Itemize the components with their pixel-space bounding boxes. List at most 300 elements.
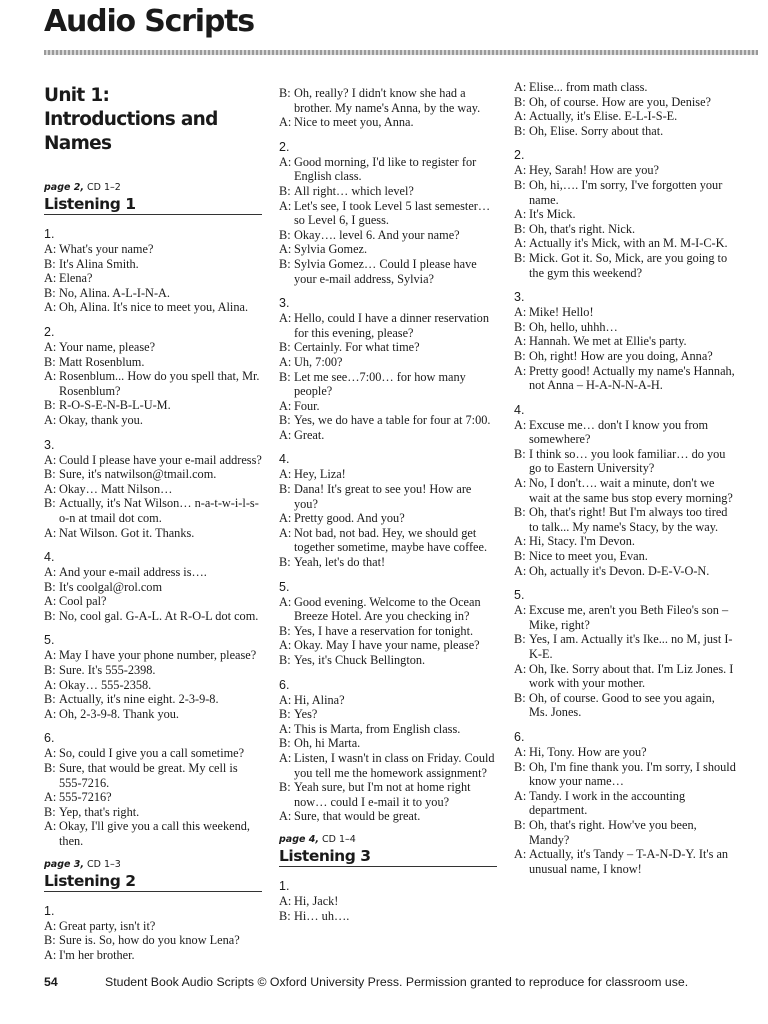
dialogue-line: [44, 355, 262, 370]
dialogue-line: [44, 692, 262, 707]
dialogue-text: Oh, right! How are you doing, Anna?: [529, 348, 713, 363]
conversation: [279, 580, 497, 668]
speaker-label: B:: [279, 369, 291, 384]
conversation: [514, 290, 736, 393]
dialogue-text: Actually, it's Tandy – T-A-N-D-Y. It's an unusual name, I know!: [529, 847, 729, 876]
column-1: [44, 84, 262, 972]
dialogue-line: [44, 819, 262, 848]
column-3-sections: [514, 80, 736, 876]
dialogue-line: [279, 909, 497, 924]
dialogue-text: Nat Wilson. Got it. Thanks.: [59, 525, 195, 540]
dialogue-text: Pretty good. And you?: [294, 511, 405, 526]
dialogue-text: Hi, Tony. How are you?: [529, 744, 647, 759]
speaker-label: A:: [279, 427, 292, 442]
dialogue-line: [44, 271, 262, 286]
speaker-label: A:: [514, 334, 527, 349]
dialogue-line: [279, 707, 497, 722]
dialogue-text: Uh, 7:00?: [294, 354, 343, 369]
dialogue-text: Listen, I wasn't in class on Friday. Could you tell me the homework assignment?: [294, 750, 495, 780]
dialogue-line: [279, 228, 497, 243]
dialogue-line: [44, 242, 262, 257]
speaker-label: B:: [279, 227, 291, 242]
dialogue-line: [279, 428, 497, 443]
speaker-label: A:: [44, 594, 57, 609]
dialogue-text: Oh, of course. How are you, Denise?: [529, 94, 712, 109]
dialogue-line: [514, 534, 736, 549]
dialogue-text: Great party, isn't it?: [59, 918, 156, 933]
speaker-label: A:: [514, 80, 527, 94]
dialogue-text: Sylvia Gomez… Could I please have your e-mail address, Sylvia?: [294, 256, 477, 286]
dialogue-line: [279, 242, 497, 257]
dialogue-line: [279, 555, 497, 570]
speaker-label: A:: [44, 339, 57, 354]
dialogue-line: [279, 751, 497, 780]
dialogue-line: [279, 155, 497, 184]
dialogue-line: [514, 476, 736, 505]
dialogue-text: It's Alina Smith.: [59, 256, 139, 271]
section-page-ref: page 3,: [44, 858, 84, 870]
dialogue-line: [44, 948, 262, 963]
dialogue-line: [514, 207, 736, 222]
speaker-label: A:: [514, 207, 527, 222]
conversation-number: 2.: [514, 148, 525, 163]
dialogue-line: [279, 340, 497, 355]
conversation: [44, 904, 262, 963]
dialogue-line: [44, 496, 262, 525]
dialogue-text: 555-7216?: [59, 790, 112, 805]
dialogue-text: Hi… uh….: [294, 908, 350, 923]
dialogue-line: [514, 178, 736, 207]
dialogue-line: [279, 199, 497, 228]
dialogue-text: Let's see, I took Level 5 last semester… so Level 6, I guess.: [294, 198, 491, 228]
speaker-label: B:: [514, 319, 526, 334]
dialogue-text: Okay… Matt Nilson…: [59, 481, 173, 496]
speaker-label: B:: [279, 413, 291, 428]
dialogue-text: May I have your phone number, please?: [59, 648, 257, 663]
conversation: [44, 325, 262, 428]
dialogue-text: Yes, I have a reservation for tonight.: [294, 623, 474, 638]
speaker-label: A:: [279, 242, 292, 257]
dialogue-text: Mike! Hello!: [529, 305, 594, 320]
conversation-number: 1.: [279, 878, 290, 893]
speaker-label: B:: [44, 608, 56, 623]
speaker-label: B:: [44, 663, 56, 678]
dialogue-line: [514, 305, 736, 320]
speaker-label: A:: [279, 115, 292, 130]
dialogue-line: [279, 511, 497, 526]
dialogue-text: Good evening. Welcome to the Ocean Breeze Hotel. Are you checking in?: [294, 594, 481, 624]
dialogue-text: Okay… 555-2358.: [59, 677, 152, 692]
dialogue-text: Oh, really? I didn't know she had a brother. My name's Anna, by the way.: [294, 86, 481, 115]
dialogue-line: [279, 482, 497, 511]
speaker-label: A:: [44, 412, 57, 427]
dialogue-text: Okay, thank you.: [59, 412, 143, 427]
speaker-label: B:: [44, 467, 56, 482]
speaker-label: B:: [44, 256, 56, 271]
dialogue-text: What's your name?: [59, 242, 154, 256]
dialogue-text: Sure, that would be great. My cell is 555-7216.: [59, 761, 238, 790]
speaker-label: A:: [514, 788, 527, 803]
dialogue-line: [514, 364, 736, 393]
conversation-number: 5.: [514, 588, 525, 603]
dialogue-line: [44, 707, 262, 722]
dialogue-line: [279, 809, 497, 824]
section-title: Listening 1: [44, 194, 262, 215]
dialogue-text: Oh, I'm fine thank you. I'm sorry, I should know your name…: [529, 759, 736, 789]
speaker-label: B:: [514, 94, 526, 109]
dialogue-line: [514, 222, 736, 237]
speaker-label: A:: [279, 594, 292, 609]
dialogue-text: Hi, Alina?: [294, 692, 345, 707]
dialogue-line: [279, 526, 497, 555]
speaker-label: B:: [279, 780, 291, 795]
dialogue-line: [514, 124, 736, 139]
dialogue-text: Oh, 2-3-9-8. Thank you.: [59, 706, 179, 721]
dialogue-line: [514, 236, 736, 251]
speaker-label: A:: [44, 565, 57, 580]
dialogue-line: [279, 736, 497, 751]
speaker-label: B:: [514, 446, 526, 461]
dialogue-line: [44, 467, 262, 482]
dialogue-text: Actually it's Mick, with an M. M-I-C-K.: [529, 236, 728, 251]
conversation-number: 4.: [279, 452, 290, 467]
speaker-label: B:: [514, 123, 526, 138]
dialogue-text: Elena?: [59, 271, 93, 286]
dialogue-line: [279, 184, 497, 199]
conversation-number: 6.: [44, 731, 55, 746]
dialogue-line: [44, 594, 262, 609]
dialogue-line: [514, 447, 736, 476]
dialogue-text: Mick. Got it. So, Mick, are you going to the gym this weekend?: [529, 250, 728, 280]
dialogue-line: [44, 340, 262, 355]
conversation: [514, 80, 736, 138]
dialogue-line: [514, 505, 736, 534]
dialogue-line: [279, 624, 497, 639]
section-page-ref: page 2,: [44, 182, 84, 193]
dialogue-line: [44, 482, 262, 497]
speaker-label: B:: [514, 817, 526, 832]
section-header: [44, 859, 262, 892]
dialogue-line: [44, 580, 262, 595]
speaker-label: B:: [279, 736, 291, 751]
conversation: [279, 86, 497, 130]
dialogue-text: Yep, that's right.: [59, 804, 140, 819]
dialogue-text: Sure. It's 555-2398.: [59, 663, 156, 678]
speaker-label: B:: [279, 707, 291, 722]
speaker-label: A:: [514, 603, 527, 618]
speaker-label: A:: [514, 363, 527, 378]
dialogue-line: [279, 780, 497, 809]
dialogue-text: Sylvia Gomez.: [294, 242, 368, 257]
section-header: [279, 834, 497, 867]
dialogue-line: [514, 847, 736, 876]
dialogue-line: [514, 691, 736, 720]
speaker-label: A:: [44, 918, 57, 933]
dialogue-text: Actually, it's nine eight. 2-3-9-8.: [59, 692, 219, 707]
speaker-label: B:: [279, 623, 291, 638]
footer-page-number: 54: [44, 975, 58, 989]
conversation-number: 5.: [44, 633, 55, 648]
unit-title: Unit 1: Introductions and Names: [44, 85, 218, 154]
speaker-label: A:: [44, 819, 57, 834]
dialogue-line: [44, 257, 262, 272]
dialogue-text: Oh, Ike. Sorry about that. I'm Liz Jones. I work with your mother.: [529, 661, 734, 691]
dialogue-text: Oh, hello, uhhh…: [529, 319, 618, 334]
conversation-number: 6.: [514, 729, 525, 744]
dialogue-line: [514, 418, 736, 447]
conversation: [44, 438, 262, 541]
dialogue-text: Sure, that would be great.: [294, 809, 421, 824]
speaker-label: A:: [44, 677, 57, 692]
conversation: [514, 588, 736, 720]
speaker-label: B:: [279, 653, 291, 667]
dialogue-text: Great.: [294, 427, 325, 442]
conversation-number: 1.: [44, 227, 55, 241]
dialogue-line: [514, 95, 736, 110]
speaker-label: B:: [44, 804, 56, 819]
speaker-label: A:: [44, 525, 57, 540]
speaker-label: A:: [279, 721, 292, 736]
section-cd-ref: CD 1–4: [322, 833, 356, 845]
speaker-label: B:: [279, 555, 291, 570]
dialogue-line: [44, 300, 262, 315]
dialogue-text: Yeah, let's do that!: [294, 555, 386, 570]
conversation: [279, 879, 497, 923]
dialogue-line: [44, 413, 262, 428]
dialogue-text: Actually, it's Elise. E-L-I-S-E.: [529, 109, 678, 124]
speaker-label: B:: [279, 86, 291, 100]
speaker-label: B:: [279, 908, 291, 923]
speaker-label: A:: [279, 809, 292, 824]
dialogue-line: [279, 722, 497, 737]
dialogue-line: [44, 933, 262, 948]
dialogue-line: [279, 86, 497, 115]
speaker-label: B:: [44, 354, 56, 369]
dialogue-line: [514, 334, 736, 349]
speaker-label: B:: [44, 761, 56, 776]
speaker-label: B:: [514, 632, 526, 647]
section-cd-ref: CD 1–2: [87, 182, 121, 193]
speaker-label: A:: [279, 467, 292, 482]
dialogue-line: [279, 638, 497, 653]
dialogue-line: [514, 818, 736, 847]
speaker-label: A:: [514, 236, 527, 251]
dialogue-text: Yeah sure, but I'm not at home right now… could I e-mail it to you?: [294, 780, 471, 809]
dialogue-text: I'm her brother.: [59, 947, 135, 962]
dialogue-line: [514, 549, 736, 564]
dialogue-line: [279, 399, 497, 414]
dialogue-text: Let me see…7:00… for how many people?: [294, 369, 466, 399]
dialogue-line: [44, 663, 262, 678]
dialogue-line: [514, 789, 736, 818]
dialogue-line: [514, 564, 736, 579]
dialogue-text: Oh, of course. Good to see you again, Ms. Jones.: [529, 690, 715, 720]
dialogue-text: Actually, it's Nat Wilson… n-a-t-w-i-l-s-o-n at tmail dot com.: [59, 496, 259, 525]
dialogue-line: [514, 349, 736, 364]
title-rule: [44, 50, 758, 55]
speaker-label: A:: [279, 750, 292, 765]
dialogue-text: Certainly. For what time?: [294, 340, 420, 355]
dialogue-text: Yes, it's Chuck Bellington.: [294, 653, 426, 667]
column-2: [279, 86, 497, 933]
section-title: Listening 2: [44, 871, 262, 892]
dialogue-text: Okay. May I have your name, please?: [294, 638, 480, 653]
speaker-label: A:: [514, 109, 527, 124]
conversation: [514, 403, 736, 579]
speaker-label: A:: [279, 893, 292, 908]
section-page-cd: [44, 182, 262, 194]
dialogue-text: And your e-mail address is….: [59, 565, 207, 580]
speaker-label: B:: [514, 505, 526, 520]
speaker-label: A:: [514, 563, 527, 578]
dialogue-text: It's Mick.: [529, 207, 576, 222]
speaker-label: B:: [279, 256, 291, 271]
speaker-label: B:: [279, 482, 291, 497]
dialogue-text: All right… which level?: [294, 183, 414, 198]
dialogue-text: Sure, it's natwilson@tmail.com.: [59, 467, 217, 482]
dialogue-text: This is Marta, from English class.: [294, 721, 461, 736]
conversation: [279, 296, 497, 442]
speaker-label: A:: [44, 746, 57, 761]
dialogue-line: [514, 163, 736, 178]
dialogue-line: [514, 632, 736, 661]
dialogue-line: [514, 251, 736, 280]
dialogue-line: [279, 595, 497, 624]
speaker-label: A:: [279, 692, 292, 707]
section-cd-ref: CD 1–3: [87, 858, 121, 870]
dialogue-text: So, could I give you a call sometime?: [59, 746, 245, 761]
speaker-label: B:: [514, 250, 526, 265]
speaker-label: A:: [44, 481, 57, 496]
dialogue-text: Okay, I'll give you a call this weekend, then.: [59, 819, 250, 848]
speaker-label: B:: [44, 285, 56, 300]
section-page-ref: page 4,: [279, 833, 319, 845]
dialogue-line: [44, 761, 262, 790]
speaker-label: B:: [44, 398, 56, 413]
speaker-label: A:: [44, 452, 57, 467]
speaker-label: B:: [279, 183, 291, 198]
column-1-sections: [44, 182, 262, 962]
dialogue-text: Oh, actually it's Devon. D-E-V-O-N.: [529, 563, 710, 578]
dialogue-line: [514, 662, 736, 691]
dialogue-text: Oh, that's right. How've you been, Mandy?: [529, 817, 697, 847]
speaker-label: A:: [279, 525, 292, 540]
conversation-number: 2.: [279, 139, 290, 154]
conversation: [279, 140, 497, 286]
dialogue-text: No, I don't…. wait a minute, don't we wait at the same bus stop every morning?: [529, 476, 733, 505]
dialogue-text: Nice to meet you, Anna.: [294, 115, 414, 130]
dialogue-line: [279, 467, 497, 482]
conversation-number: 4.: [514, 402, 525, 417]
footer-text: Student Book Audio Scripts © Oxford University Press. Permission granted to reproduce for classroom use.: [105, 975, 689, 989]
speaker-label: A:: [279, 398, 292, 413]
dialogue-text: Oh, that's right! But I'm always too tired to talk... My name's Stacy, by the way.: [529, 505, 728, 534]
dialogue-text: Yes?: [294, 707, 318, 722]
dialogue-line: [514, 320, 736, 335]
speaker-label: B:: [44, 496, 56, 511]
conversation: [514, 148, 736, 280]
speaker-label: B:: [514, 348, 526, 363]
dialogue-line: [279, 115, 497, 130]
dialogue-line: [279, 653, 497, 668]
speaker-label: B:: [279, 340, 291, 355]
speaker-label: A:: [44, 242, 57, 256]
speaker-label: A:: [44, 271, 57, 286]
dialogue-text: Could I please have your e-mail address?: [59, 452, 262, 467]
dialogue-line: [44, 565, 262, 580]
dialogue-line: [279, 894, 497, 909]
section-page-cd: [44, 859, 262, 871]
dialogue-text: Cool pal?: [59, 594, 107, 609]
dialogue-text: Yes, I am. Actually it's Ike... no M, just I-K-E.: [529, 632, 733, 661]
speaker-label: A:: [279, 154, 292, 169]
section-title: Listening 3: [279, 846, 497, 867]
speaker-label: A:: [514, 847, 527, 862]
speaker-label: A:: [44, 706, 57, 721]
conversation: [44, 633, 262, 721]
dialogue-line: [44, 609, 262, 624]
speaker-label: A:: [514, 661, 527, 676]
dialogue-text: Hey, Liza!: [294, 467, 346, 482]
dialogue-line: [44, 746, 262, 761]
dialogue-line: [44, 398, 262, 413]
dialogue-text: Oh, that's right. Nick.: [529, 221, 636, 236]
dialogue-text: Tandy. I work in the accounting department.: [529, 788, 686, 818]
speaker-label: A:: [44, 947, 57, 962]
dialogue-text: Oh, Elise. Sorry about that.: [529, 123, 664, 138]
dialogue-text: Elise... from math class.: [529, 80, 648, 94]
dialogue-text: Hello, could I have a dinner reservation for this evening, please?: [294, 311, 489, 340]
dialogue-line: [44, 919, 262, 934]
dialogue-line: [514, 745, 736, 760]
speaker-label: A:: [514, 744, 527, 759]
speaker-label: A:: [514, 476, 527, 491]
speaker-label: A:: [44, 300, 57, 315]
speaker-label: A:: [514, 417, 527, 432]
dialogue-text: Dana! It's great to see you! How are you?: [294, 482, 472, 511]
speaker-label: B:: [514, 759, 526, 774]
conversation-number: 3.: [514, 290, 525, 305]
conversation-number: 1.: [44, 903, 55, 918]
conversation-number: 3.: [44, 437, 55, 452]
dialogue-line: [514, 603, 736, 632]
speaker-label: B:: [514, 221, 526, 236]
dialogue-text: Sure is. So, how do you know Lena?: [59, 933, 240, 948]
speaker-label: B:: [44, 692, 56, 707]
page-title: Audio Scripts: [44, 4, 254, 39]
dialogue-text: No, cool gal. G-A-L. At R-O-L dot com.: [59, 608, 259, 623]
conversation: [279, 678, 497, 824]
dialogue-line: [279, 413, 497, 428]
dialogue-text: Your name, please?: [59, 339, 156, 354]
column-2-sections: [279, 86, 497, 923]
conversation-number: 4.: [44, 550, 55, 565]
dialogue-text: R-O-S-E-N-B-L-U-M.: [59, 398, 171, 413]
speaker-label: A:: [514, 534, 527, 549]
conversation: [44, 550, 262, 623]
dialogue-line: [44, 453, 262, 468]
section-page-cd: [279, 834, 497, 846]
dialogue-text: Good morning, I'd like to register for English class.: [294, 154, 477, 184]
dialogue-line: [44, 526, 262, 541]
dialogue-line: [279, 355, 497, 370]
dialogue-text: Hi, Stacy. I'm Devon.: [529, 534, 635, 549]
dialogue-line: [279, 257, 497, 286]
dialogue-line: [279, 370, 497, 399]
dialogue-text: Excuse me, aren't you Beth Fileo's son – Mike, right?: [529, 603, 729, 632]
conversation-number: 5.: [279, 579, 290, 594]
dialogue-text: Four.: [294, 398, 320, 413]
